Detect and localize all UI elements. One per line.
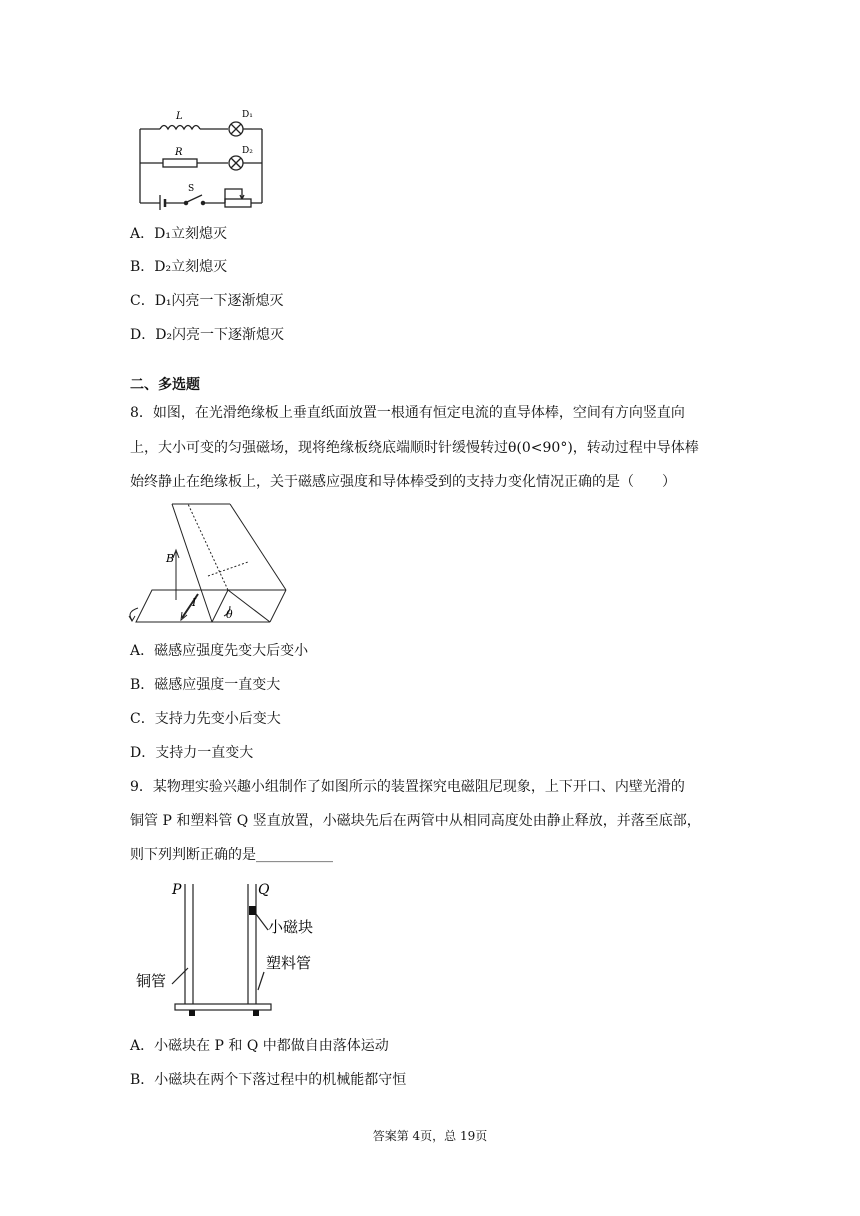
field-label: B: [166, 552, 175, 565]
q7-option-b: B．D₂立刻熄灭: [130, 259, 228, 275]
incline-figure: [120, 500, 320, 632]
q7-option-a: A．D₁立刻熄灭: [130, 226, 227, 242]
magnet-label: 小磁块: [268, 918, 314, 936]
page-footer: 答案第 4页，总 19页: [372, 1129, 488, 1143]
copper-tube-label: P: [172, 882, 182, 898]
tubes-figure: [130, 872, 350, 1024]
inductor-label: L: [176, 111, 183, 122]
q8-line-1: 8．如图，在光滑绝缘板上垂直纸面放置一根通有恒定电流的直导体棒，空间有方向竖直向: [130, 405, 685, 421]
q8-line-2: 上，大小可变的匀强磁场，现将绝缘板绕底端顺时针缓慢转过θ(0<90°)，转动过程中导体棒: [130, 440, 699, 456]
q8-option-c: C．支持力先变小后变大: [130, 711, 281, 727]
q8-line-3: 始终静止在绝缘板上，关于磁感应强度和导体棒受到的支持力变化情况正确的是（ ）: [130, 474, 676, 490]
plastic-label: 塑料管: [266, 954, 312, 972]
q9-option-a: A．小磁块在 P 和 Q 中都做自由落体运动: [130, 1038, 389, 1054]
q9-option-b: B．小磁块在两个下落过程中的机械能都守恒: [130, 1072, 407, 1088]
q7-option-c: C．D₁闪亮一下逐渐熄灭: [130, 293, 284, 309]
resistor-label: R: [175, 147, 183, 158]
q8-option-a: A．磁感应强度先变大后变小: [130, 643, 309, 659]
circuit-figure: [130, 105, 270, 210]
angle-label: θ: [226, 608, 233, 621]
q9-line-3: 则下列判断正确的是___________: [130, 847, 333, 863]
q9-line-1: 9．某物理实验兴趣小组制作了如图所示的装置探究电磁阻尼现象，上下开口、内壁光滑的: [130, 779, 685, 795]
switch-label: S: [188, 184, 195, 194]
copper-label: 铜管: [136, 972, 167, 990]
q7-option-d: D．D₂闪亮一下逐渐熄灭: [130, 327, 285, 343]
q8-option-b: B．磁感应强度一直变大: [130, 677, 281, 693]
q8-option-d: D．支持力一直变大: [130, 745, 254, 761]
q9-line-2: 铜管 P 和塑料管 Q 竖直放置，小磁块先后在两管中从相同高度处由静止释放，并落至底部，: [130, 813, 701, 829]
plastic-tube-label: Q: [258, 882, 270, 898]
section-title: 二、多选题: [130, 377, 200, 393]
lamp1-label: D₁: [242, 110, 253, 120]
lamp2-label: D₂: [242, 146, 253, 156]
current-label: I: [192, 596, 197, 609]
